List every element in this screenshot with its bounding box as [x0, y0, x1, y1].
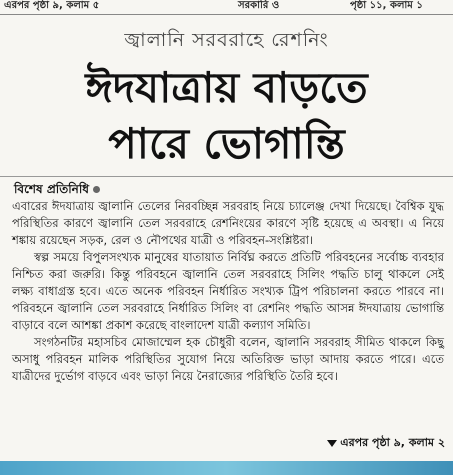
next-article-image-strip — [0, 461, 453, 475]
article-kicker: জ্বালানি সরবরাহে রেশনিং — [124, 29, 329, 51]
continued-reference — [327, 434, 445, 453]
jump-reference-right: পৃষ্ঠা ১১, কলাম ১ — [350, 0, 423, 11]
jump-reference-mid: সরকারি ও — [238, 0, 280, 11]
paragraph-1: এবারের ঈদযাত্রায় জ্বালানি তেলের নিরবচ্ছিন্ন সরবরাহ নিয়ে চ্যালেঞ্জ দেখা দিয়েছে। বৈশ্বিক যুদ্ধ পরিস্থিতির কারণে জ্বালানি তেল সরবরাহে রেশনিংয়ের কারণে সৃষ্টি হয়েছে এ অবস্থা। এ নিয়ে শঙ্কায় রয়েছেন সড়ক, রেল ও নৌপথের যাত্রী ও পরিবহন-সংশ্লিষ্টরা। — [12, 199, 444, 247]
paragraph-2: স্বল্প সময়ে বিপুলসংখ্যক মানুষের যাতায়াত নির্বিঘ্ন করতে প্রতিটি পরিবহনের সর্বোচ্চ ব্যবহার নিশ্চিত করা জরুরি। কিন্তু পরিবহনে জ্বালানি তেল সরবরাহে সিলিং পদ্ধতি চালু থাকলে সেই লক্ষ্য বাধাগ্রস্ত হবে। এতে অনেক পরিবহন নির্ধারিত সংখ্যক ট্রিপ পরিচালনা করতে পারবে না। পরিবহনে জ্বালানি তেল সরবরাহে নির্ধারিত সিলিং বা রেশনিং পদ্ধতি আসন্ন ঈদযাত্রায় ভোগান্তি বাড়াবে বলে আশঙ্কা প্রকাশ করেছে বাংলাদেশ যাত্রী কল্যাণ সমিতি। — [12, 250, 444, 332]
article-body — [12, 198, 444, 385]
divider-headline — [0, 176, 453, 177]
page-reference-strip — [0, 0, 453, 14]
jump-reference-left: এরপর পৃষ্ঠা ৯, কলাম ৫ — [4, 0, 100, 11]
paragraph-3: সংগঠনটির মহাসচিব মোজাম্মেল হক চৌধুরী বলেন, জ্বালানি সরবরাহ সীমিত থাকলে কিছু অসাধু পরিবহন মালিক পরিস্থিতির সুযোগ নিয়ে অতিরিক্ত ভাড়া আদায় করতে পারে। এতে যাত্রীদের দুর্ভোগ বাড়বে এবং ভাড়া নিয়ে নৈরাজ্যের পরিস্থিতি তৈরি হবে। — [12, 335, 444, 383]
continued-text: এরপর পৃষ্ঠা ৯, কলাম ২ — [340, 436, 445, 449]
bullet-icon — [93, 186, 100, 193]
headline-line-1: ঈদযাত্রায় বাড়তে — [85, 63, 368, 112]
arrow-down-icon — [327, 440, 337, 447]
byline-text: বিশেষ প্রতিনিধি — [14, 182, 89, 196]
headline-line-2: পারে ভোগান্তি — [108, 119, 345, 168]
divider-top — [0, 14, 453, 15]
